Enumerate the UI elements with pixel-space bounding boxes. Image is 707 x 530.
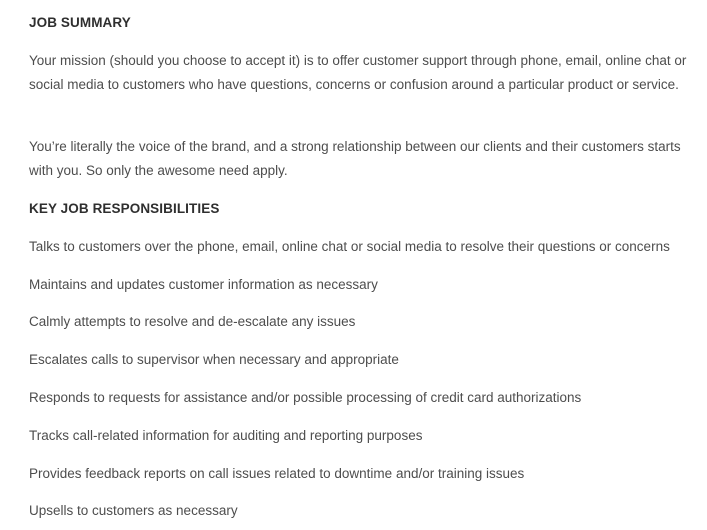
responsibility-item: Escalates calls to supervisor when necessary and appropriate (29, 352, 399, 367)
job-summary-heading: JOB SUMMARY (29, 15, 131, 30)
responsibility-item: Upsells to customers as necessary (29, 503, 238, 518)
job-summary-paragraph-1: Your mission (should you choose to accept it) is to offer customer support through phone, email, online chat or social media to customers who have questions, concerns or confusion around a particular product or service. (29, 53, 687, 92)
responsibility-item: Responds to requests for assistance and/or possible processing of credit card authorizations (29, 390, 582, 405)
responsibility-item: Talks to customers over the phone, email, online chat or social media to resolve their questions or concerns (29, 239, 670, 254)
responsibility-item: Calmly attempts to resolve and de-escalate any issues (29, 314, 356, 329)
responsibility-item: Tracks call-related information for auditing and reporting purposes (29, 428, 423, 443)
responsibility-item: Provides feedback reports on call issues related to downtime and/or training issues (29, 466, 525, 481)
job-summary-paragraph-2: You’re literally the voice of the brand, and a strong relationship between our clients and their customers starts with you. So only the awesome need apply. (29, 139, 681, 178)
responsibility-item: Maintains and updates customer information as necessary (29, 277, 378, 292)
responsibilities-heading: KEY JOB RESPONSIBILITIES (29, 201, 220, 216)
